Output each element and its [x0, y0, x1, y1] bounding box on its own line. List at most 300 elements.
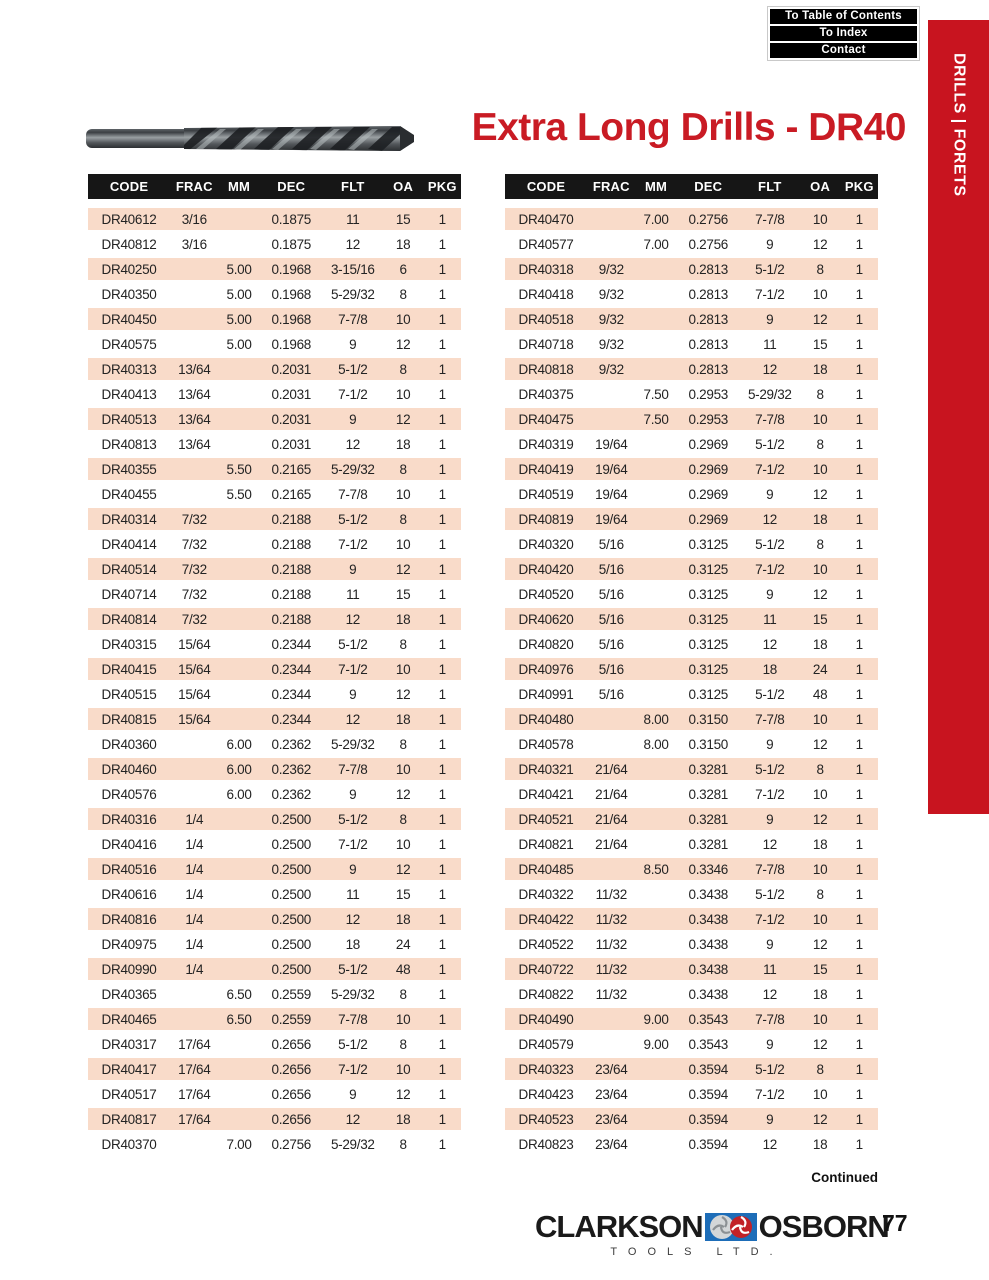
cell-mm: 8.50 [643, 861, 669, 877]
cell-pkg: 1 [438, 636, 446, 652]
table-row [88, 558, 461, 580]
product-code: DR40576 [101, 786, 157, 802]
cell-oa: 15 [812, 336, 828, 352]
cell-flt: 5-29/32 [747, 386, 792, 402]
table-body [88, 208, 461, 1155]
nav-contact-button[interactable]: Contact [770, 43, 917, 58]
product-code: DR40313 [101, 361, 157, 377]
cell-oa: 10 [812, 411, 828, 427]
product-code: DR40321 [518, 761, 574, 777]
cell-dec: 0.2813 [688, 361, 728, 377]
cell-frac: 3/16 [181, 236, 207, 252]
cell-dec: 0.3125 [688, 536, 728, 552]
table-row [505, 233, 878, 255]
cell-flt: 7-1/2 [755, 786, 785, 802]
cell-flt: 5-1/2 [338, 961, 368, 977]
cell-frac: 1/4 [185, 936, 204, 952]
cell-frac: 13/64 [178, 411, 211, 427]
table-row [88, 708, 461, 730]
cell-pkg: 1 [855, 786, 863, 802]
product-code: DR40322 [518, 886, 574, 902]
cell-pkg: 1 [855, 261, 863, 277]
cell-frac: 19/64 [595, 436, 628, 452]
cell-oa: 10 [395, 1011, 411, 1027]
brand-osborn: OSBORN [758, 1209, 889, 1244]
table-row [505, 583, 878, 605]
product-code: DR40485 [518, 861, 574, 877]
cell-flt: 5-1/2 [338, 1036, 368, 1052]
cell-flt: 7-7/8 [338, 311, 368, 327]
cell-oa: 18 [395, 711, 411, 727]
cell-oa: 10 [395, 386, 411, 402]
cell-frac: 11/32 [595, 986, 627, 1002]
cell-flt: 5-29/32 [330, 461, 375, 477]
product-code: DR40513 [101, 411, 157, 427]
cell-frac: 9/32 [598, 261, 624, 277]
cell-flt: 12 [762, 636, 777, 652]
product-code: DR40490 [518, 1011, 574, 1027]
cell-frac: 5/16 [598, 661, 624, 677]
cell-oa: 18 [395, 911, 411, 927]
product-code: DR40470 [518, 211, 574, 227]
product-code: DR40460 [101, 761, 157, 777]
table-row [88, 358, 461, 380]
cell-frac: 1/4 [185, 961, 204, 977]
cell-mm: 7.00 [643, 236, 669, 252]
cell-pkg: 1 [438, 1061, 446, 1077]
product-code: DR40975 [101, 936, 157, 952]
cell-pkg: 1 [855, 811, 863, 827]
cell-oa: 10 [395, 1061, 411, 1077]
section-tab-drills[interactable] [928, 20, 989, 814]
cell-oa: 10 [812, 211, 828, 227]
cell-oa: 8 [399, 361, 407, 377]
cell-oa: 10 [812, 461, 828, 477]
cell-dec: 0.1968 [271, 286, 311, 302]
cell-flt: 7-7/8 [338, 486, 368, 502]
table-row [505, 283, 878, 305]
table-row [505, 458, 878, 480]
cell-oa: 15 [812, 961, 828, 977]
cell-pkg: 1 [438, 811, 446, 827]
table-row [88, 1033, 461, 1055]
cell-pkg: 1 [855, 986, 863, 1002]
cell-dec: 0.2813 [688, 286, 728, 302]
table-row [88, 408, 461, 430]
cell-oa: 10 [812, 861, 828, 877]
cell-pkg: 1 [855, 886, 863, 902]
cell-mm: 8.00 [643, 711, 669, 727]
cell-oa: 18 [812, 836, 828, 852]
table-row [505, 833, 878, 855]
table-row [88, 983, 461, 1005]
cell-oa: 12 [395, 411, 411, 427]
cell-oa: 8 [399, 811, 407, 827]
cell-pkg: 1 [438, 661, 446, 677]
cell-oa: 12 [395, 336, 411, 352]
cell-pkg: 1 [438, 961, 446, 977]
table-row [88, 258, 461, 280]
cell-pkg: 1 [855, 686, 863, 702]
product-code: DR40523 [518, 1111, 574, 1127]
cell-oa: 15 [395, 886, 411, 902]
table-row [505, 433, 878, 455]
cell-frac: 7/32 [181, 536, 207, 552]
cell-mm: 6.50 [226, 1011, 252, 1027]
column-header-flt: FLT [758, 179, 782, 194]
cell-pkg: 1 [855, 1011, 863, 1027]
nav-to-table-of-contents-button[interactable]: To Table of Contents [770, 9, 917, 24]
cell-frac: 5/16 [598, 636, 624, 652]
product-code: DR40250 [101, 261, 157, 277]
cell-pkg: 1 [438, 486, 446, 502]
table-row [88, 683, 461, 705]
product-code: DR40620 [518, 611, 574, 627]
cell-flt: 5-1/2 [338, 511, 368, 527]
table-row [88, 208, 461, 230]
cell-pkg: 1 [855, 311, 863, 327]
cell-pkg: 1 [438, 386, 446, 402]
page-title: Extra Long Drills - DR40 [471, 106, 906, 149]
cell-pkg: 1 [855, 861, 863, 877]
cell-frac: 21/64 [595, 786, 628, 802]
cell-oa: 12 [395, 1086, 411, 1102]
column-header-pkg: PKG [844, 179, 874, 194]
table-row [505, 983, 878, 1005]
cell-oa: 10 [812, 711, 828, 727]
cell-flt: 7-7/8 [338, 1011, 368, 1027]
drill-bit-photo [84, 114, 414, 164]
table-row [505, 333, 878, 355]
product-code: DR40360 [101, 736, 157, 752]
cell-flt: 7-7/8 [755, 211, 785, 227]
continued-note: Continued [811, 1170, 878, 1185]
product-code: DR40423 [518, 1086, 574, 1102]
cell-frac: 13/64 [178, 386, 211, 402]
column-header-oa: OA [393, 179, 414, 194]
table-row [505, 208, 878, 230]
table-row [88, 758, 461, 780]
cell-flt: 9 [766, 586, 774, 602]
cell-oa: 12 [395, 786, 411, 802]
cell-mm: 7.50 [643, 386, 669, 402]
cell-oa: 18 [395, 1111, 411, 1127]
cell-dec: 0.2813 [688, 311, 728, 327]
product-code: DR40819 [518, 511, 574, 527]
cell-pkg: 1 [855, 411, 863, 427]
product-code: DR40480 [518, 711, 574, 727]
cell-oa: 10 [395, 836, 411, 852]
cell-oa: 12 [812, 586, 828, 602]
column-header-oa: OA [810, 179, 831, 194]
cell-frac: 15/64 [178, 636, 211, 652]
product-code: DR40816 [101, 911, 157, 927]
cell-oa: 18 [812, 511, 828, 527]
table-row [505, 783, 878, 805]
cell-oa: 8 [816, 386, 824, 402]
table-row [88, 833, 461, 855]
cell-dec: 0.3125 [688, 561, 728, 577]
cell-mm: 5.00 [226, 286, 252, 302]
cell-dec: 0.2953 [688, 411, 728, 427]
table-row [88, 283, 461, 305]
cell-flt: 5-1/2 [755, 536, 785, 552]
cell-pkg: 1 [438, 1136, 446, 1152]
product-code: DR40450 [101, 311, 157, 327]
cell-flt: 9 [349, 1086, 357, 1102]
cell-dec: 0.2031 [271, 411, 311, 427]
cell-dec: 0.2188 [271, 511, 311, 527]
cell-dec: 0.2756 [688, 211, 728, 227]
cell-flt: 12 [762, 511, 777, 527]
cell-flt: 9 [766, 1036, 774, 1052]
cell-dec: 0.3281 [688, 761, 728, 777]
table-row [505, 383, 878, 405]
cell-flt: 9 [766, 811, 774, 827]
cell-oa: 10 [812, 286, 828, 302]
cell-flt: 12 [345, 236, 360, 252]
cell-pkg: 1 [438, 511, 446, 527]
table-row [88, 1108, 461, 1130]
product-code: DR40318 [518, 261, 574, 277]
product-code: DR40722 [518, 961, 574, 977]
cell-frac: 1/4 [185, 811, 204, 827]
cell-flt: 11 [346, 586, 360, 602]
cell-pkg: 1 [438, 536, 446, 552]
cell-oa: 8 [816, 886, 824, 902]
cell-flt: 7-1/2 [755, 461, 785, 477]
cell-pkg: 1 [438, 836, 446, 852]
cell-mm: 6.00 [226, 736, 252, 752]
cell-dec: 0.2500 [271, 811, 311, 827]
cell-oa: 6 [399, 261, 407, 277]
cell-dec: 0.3438 [688, 886, 728, 902]
cell-oa: 12 [812, 1111, 828, 1127]
product-code: DR40616 [101, 886, 157, 902]
cell-pkg: 1 [855, 286, 863, 302]
cell-dec: 0.2362 [271, 786, 311, 802]
cell-dec: 0.1968 [271, 336, 311, 352]
cell-dec: 0.3150 [688, 736, 728, 752]
cell-oa: 10 [812, 911, 828, 927]
cell-flt: 12 [762, 986, 777, 1002]
product-code: DR40976 [518, 661, 574, 677]
cell-dec: 0.2500 [271, 861, 311, 877]
cell-dec: 0.2656 [271, 1036, 311, 1052]
cell-flt: 7-7/8 [755, 411, 785, 427]
product-code: DR40991 [518, 686, 574, 702]
table-row [88, 783, 461, 805]
table-row [505, 1133, 878, 1155]
cell-flt: 5-1/2 [338, 361, 368, 377]
cell-dec: 0.3543 [688, 1036, 728, 1052]
table-row [88, 1008, 461, 1030]
cell-mm: 5.50 [226, 486, 252, 502]
cell-oa: 8 [399, 1036, 407, 1052]
drill-table-right [505, 174, 878, 1158]
cell-flt: 12 [345, 611, 360, 627]
cell-frac: 7/32 [181, 561, 207, 577]
cell-oa: 10 [812, 1086, 828, 1102]
table-row [505, 708, 878, 730]
product-code: DR40319 [518, 436, 574, 452]
cell-flt: 12 [345, 911, 360, 927]
product-code: DR40522 [518, 936, 574, 952]
cell-flt: 9 [766, 1111, 774, 1127]
cell-frac: 15/64 [178, 661, 211, 677]
cell-oa: 18 [395, 236, 411, 252]
cell-dec: 0.2344 [271, 661, 311, 677]
cell-oa: 8 [816, 436, 824, 452]
cell-dec: 0.2756 [688, 236, 728, 252]
table-row [505, 658, 878, 680]
cell-pkg: 1 [855, 661, 863, 677]
cell-oa: 8 [816, 1061, 824, 1077]
cell-oa: 10 [395, 311, 411, 327]
cell-dec: 0.2031 [271, 361, 311, 377]
cell-pkg: 1 [855, 1036, 863, 1052]
column-header-dec: DEC [277, 179, 306, 194]
cell-dec: 0.2188 [271, 561, 311, 577]
cell-dec: 0.3543 [688, 1011, 728, 1027]
cell-frac: 1/4 [185, 836, 204, 852]
cell-oa: 10 [812, 561, 828, 577]
cell-pkg: 1 [855, 386, 863, 402]
cell-mm: 6.50 [226, 986, 252, 1002]
cell-pkg: 1 [438, 986, 446, 1002]
cell-frac: 5/16 [598, 586, 624, 602]
column-header-frac: FRAC [175, 179, 213, 194]
cell-frac: 21/64 [595, 811, 628, 827]
cell-oa: 8 [816, 536, 824, 552]
product-code: DR40323 [518, 1061, 574, 1077]
cell-frac: 11/32 [595, 936, 627, 952]
cell-oa: 12 [812, 936, 828, 952]
table-row [505, 933, 878, 955]
table-row [88, 808, 461, 830]
cell-oa: 10 [395, 486, 411, 502]
cell-dec: 0.3150 [688, 711, 728, 727]
cell-mm: 9.00 [643, 1036, 669, 1052]
cell-flt: 11 [763, 961, 777, 977]
nav-to-index-button[interactable]: To Index [770, 26, 917, 41]
table-row [88, 883, 461, 905]
cell-pkg: 1 [855, 1136, 863, 1152]
cell-oa: 18 [812, 361, 828, 377]
table-row [88, 233, 461, 255]
product-code: DR40314 [101, 511, 157, 527]
cell-flt: 7-1/2 [338, 536, 368, 552]
product-code: DR40577 [518, 236, 574, 252]
cell-frac: 23/64 [595, 1086, 628, 1102]
cell-flt: 12 [345, 711, 360, 727]
cell-pkg: 1 [438, 586, 446, 602]
cell-dec: 0.2969 [688, 486, 728, 502]
cell-frac: 7/32 [181, 611, 207, 627]
cell-dec: 0.2969 [688, 511, 728, 527]
product-code: DR40413 [101, 386, 157, 402]
cell-flt: 11 [763, 336, 777, 352]
cell-flt: 9 [766, 936, 774, 952]
cell-dec: 0.3594 [688, 1061, 728, 1077]
cell-flt: 12 [762, 1136, 777, 1152]
cell-frac: 13/64 [178, 436, 211, 452]
table-body [505, 208, 878, 1155]
cell-flt: 9 [766, 311, 774, 327]
cell-pkg: 1 [855, 561, 863, 577]
table-row [505, 808, 878, 830]
product-code: DR40818 [518, 361, 574, 377]
cell-flt: 9 [349, 411, 357, 427]
table-row [88, 1058, 461, 1080]
cell-dec: 0.2188 [271, 611, 311, 627]
cell-flt: 18 [345, 936, 360, 952]
cell-frac: 23/64 [595, 1111, 628, 1127]
table-row [88, 933, 461, 955]
cell-flt: 5-1/2 [338, 636, 368, 652]
cell-pkg: 1 [855, 736, 863, 752]
table-row [88, 1133, 461, 1155]
cell-frac: 23/64 [595, 1136, 628, 1152]
cell-flt: 7-1/2 [338, 1061, 368, 1077]
cell-flt: 5-1/2 [755, 1061, 785, 1077]
column-header-code: CODE [109, 179, 149, 194]
cell-frac: 7/32 [181, 586, 207, 602]
cell-pkg: 1 [855, 361, 863, 377]
cell-dec: 0.2362 [271, 736, 311, 752]
product-code: DR40365 [101, 986, 157, 1002]
cell-flt: 5-1/2 [755, 886, 785, 902]
cell-flt: 12 [762, 836, 777, 852]
product-code: DR40812 [101, 236, 157, 252]
cell-mm: 5.00 [226, 311, 252, 327]
cell-oa: 8 [816, 761, 824, 777]
product-code: DR40420 [518, 561, 574, 577]
cell-pkg: 1 [438, 561, 446, 577]
cell-mm: 5.00 [226, 261, 252, 277]
cell-oa: 15 [812, 611, 828, 627]
cell-dec: 0.3125 [688, 686, 728, 702]
cell-flt: 3-15/16 [330, 261, 375, 277]
cell-dec: 0.2656 [271, 1111, 311, 1127]
cell-dec: 0.2188 [271, 536, 311, 552]
cell-flt: 5-1/2 [755, 436, 785, 452]
cell-pkg: 1 [855, 1111, 863, 1127]
table-row [505, 858, 878, 880]
product-code: DR40517 [101, 1086, 157, 1102]
table-row [88, 308, 461, 330]
cell-frac: 5/16 [598, 536, 624, 552]
cell-pkg: 1 [438, 311, 446, 327]
cell-dec: 0.2756 [271, 1136, 311, 1152]
cell-pkg: 1 [438, 211, 446, 227]
cell-oa: 10 [395, 661, 411, 677]
cell-pkg: 1 [438, 236, 446, 252]
table-row [88, 533, 461, 555]
table-header [88, 174, 461, 199]
cell-oa: 8 [399, 286, 407, 302]
column-header-mm: MM [228, 179, 251, 194]
product-code: DR40578 [518, 736, 574, 752]
brand-subtitle: TOOLS LTD. [610, 1246, 784, 1258]
cell-flt: 12 [345, 1111, 360, 1127]
table-row [88, 433, 461, 455]
cell-frac: 23/64 [595, 1061, 628, 1077]
cell-dec: 0.2500 [271, 911, 311, 927]
table-row [88, 1083, 461, 1105]
cell-pkg: 1 [855, 461, 863, 477]
cell-pkg: 1 [438, 1036, 446, 1052]
